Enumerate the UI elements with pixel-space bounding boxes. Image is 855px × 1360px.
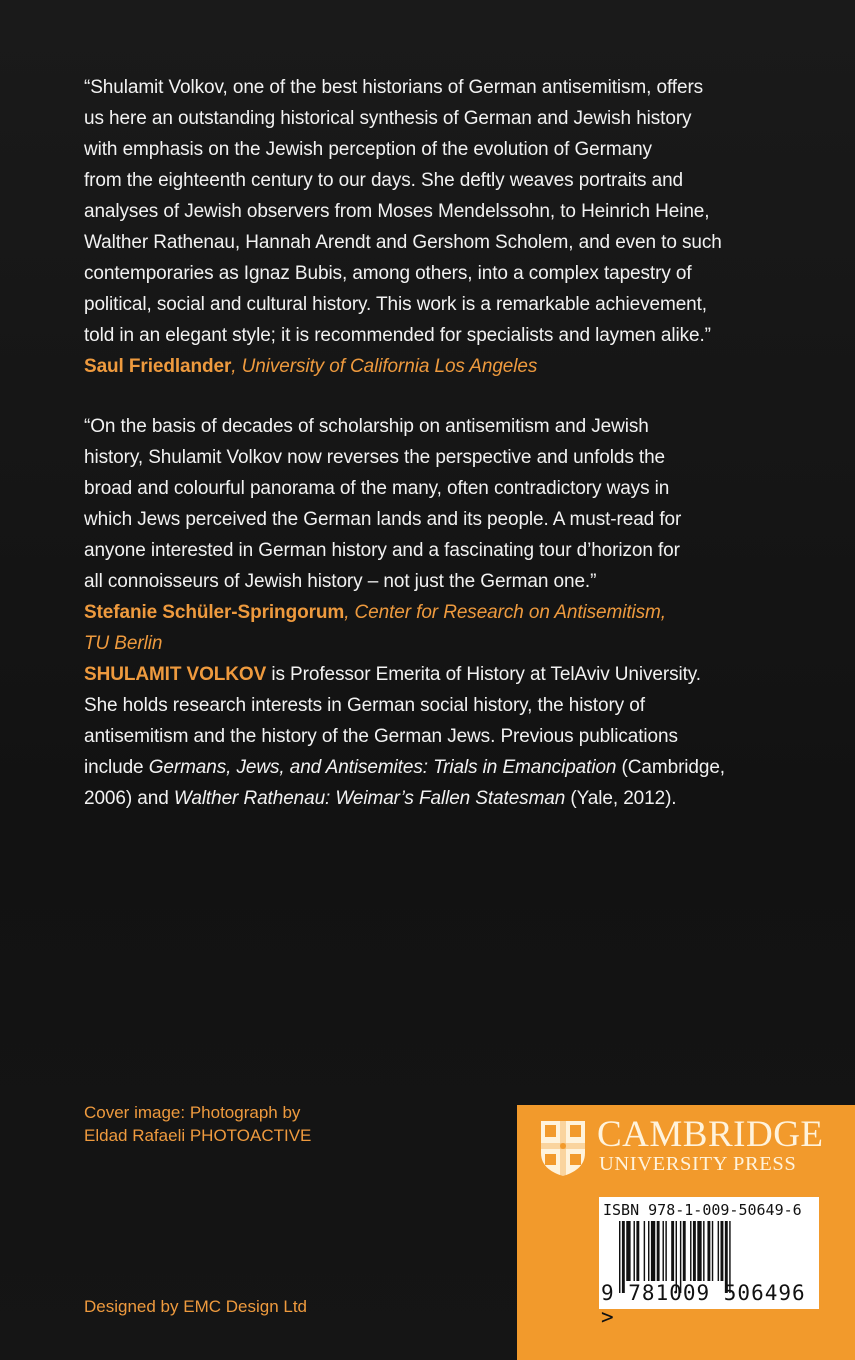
isbn-barcode <box>599 1197 819 1329</box>
cover-image-credit <box>84 1101 311 1147</box>
barcode-bar <box>636 1221 639 1281</box>
quote-line: with emphasis on the Jewish perception of the evolution of Germany <box>84 139 652 160</box>
bio-text: 2006) and <box>84 788 174 809</box>
barcode-bar <box>644 1221 645 1281</box>
quote-line: analyses of Jewish observers from Moses Mendelssohn, to Heinrich Heine, <box>84 201 710 222</box>
barcode-bar <box>697 1221 701 1281</box>
cambridge-shield-icon <box>539 1119 587 1177</box>
bio-text: (Yale, 2012). <box>565 788 677 809</box>
attribution-affiliation: , Center for Research on Antisemitism, <box>344 602 666 623</box>
quote-line: which Jews perceived the German lands and its people. A must-read for <box>84 509 682 530</box>
quote-line: Walther Rathenau, Hannah Arendt and Gershom Scholem, and even to such <box>84 232 722 253</box>
attribution-author: Saul Friedlander <box>84 356 232 377</box>
quote-line: “On the basis of decades of scholarship on antisemitism and Jewish <box>84 416 649 437</box>
barcode-bar <box>703 1221 704 1281</box>
bio-text: antisemitism and the history of the German Jews. Previous publications <box>84 726 678 747</box>
credit-line: Eldad Rafaeli PHOTOACTIVE <box>84 1126 312 1145</box>
barcode-bar <box>651 1221 655 1281</box>
barcode-bar <box>690 1221 691 1281</box>
quote-line: contemporaries as Ignaz Bubis, among others, into a complex tapestry of <box>84 263 692 284</box>
quote-line: from the eighteenth century to our days. She deftly weaves portraits and <box>84 170 684 191</box>
barcode-bar <box>671 1221 674 1281</box>
barcode-bar <box>693 1221 696 1281</box>
quote-line: political, social and cultural history. This work is a remarkable achievement, <box>84 294 707 315</box>
bio-text: include <box>84 757 149 778</box>
isbn-text: ISBN 978-1-009-50649-6 <box>603 1201 802 1219</box>
publisher-name: CAMBRIDGE <box>597 1114 824 1155</box>
quote-line: broad and colourful panorama of the many, often contradictory ways in <box>84 478 670 499</box>
quote-saul-friedlander <box>84 72 722 382</box>
barcode-bar <box>683 1221 686 1281</box>
bio-text: She holds research interests in German social history, the history of <box>84 695 645 716</box>
quote-line: all connoisseurs of Jewish history – not just the German one.” <box>84 571 597 592</box>
attribution-author: Stefanie Schüler-Springorum <box>84 602 345 623</box>
ean-digits: 9 781009 506496 > <box>601 1281 806 1329</box>
publisher-subname: UNIVERSITY PRESS <box>599 1153 797 1175</box>
quote-line: history, Shulamit Volkov now reverses the perspective and unfolds the <box>84 447 666 468</box>
barcode-bar <box>663 1221 664 1281</box>
barcode-bar <box>721 1221 724 1281</box>
author-bio <box>84 659 725 814</box>
barcode-bar <box>634 1221 635 1281</box>
publisher-panel <box>517 1105 855 1360</box>
attribution-affiliation-cont: TU Berlin <box>84 633 163 654</box>
quote-attribution <box>84 351 722 382</box>
barcode-bar <box>707 1221 710 1281</box>
quote-line: “Shulamit Volkov, one of the best historians of German antisemitism, offers <box>84 77 704 98</box>
barcode-bar <box>657 1221 660 1281</box>
bio-text: is Professor Emerita of History at TelAviv University. <box>266 664 701 685</box>
quote-attribution <box>84 597 681 628</box>
credit-line: Cover image: Photograph by <box>84 1103 301 1122</box>
barcode-bar <box>712 1221 713 1281</box>
designer-credit: Designed by EMC Design Ltd <box>84 1297 308 1316</box>
book-title: Walther Rathenau: Weimar’s Fallen Statesman <box>173 788 566 809</box>
quote-line: told in an elegant style; it is recommended for specialists and laymen alike.” <box>84 325 711 346</box>
author-name: SHULAMIT VOLKOV <box>84 664 267 685</box>
quote-stefanie-schuler-springorum <box>84 411 681 659</box>
attribution-affiliation: , University of California Los Angeles <box>231 356 538 377</box>
book-title: Germans, Jews, and Antisemites: Trials in Emancipation <box>148 757 617 778</box>
quote-line: us here an outstanding historical synthesis of German and Jewish history <box>84 108 692 129</box>
barcode-bar <box>648 1221 649 1281</box>
bio-text: (Cambridge, <box>616 757 725 778</box>
barcode-bar <box>626 1221 630 1281</box>
quote-line: anyone interested in German history and a fascinating tour d’horizon for <box>84 540 680 561</box>
barcode-bar <box>665 1221 666 1281</box>
barcode-bar <box>718 1221 719 1281</box>
